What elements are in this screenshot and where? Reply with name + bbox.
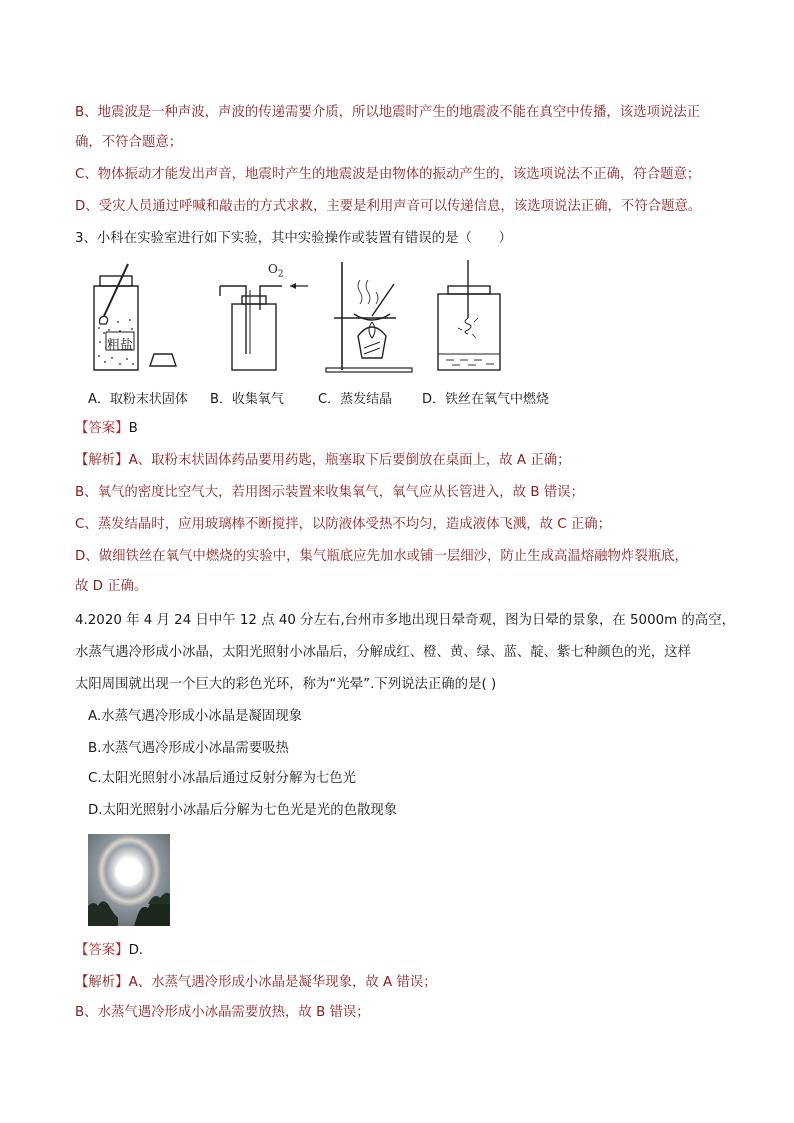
sun-halo-photo bbox=[88, 834, 170, 926]
analysis-line-c: C、物体振动才能发出声音，地震时产生的地震波是由物体的振动产生的，该选项说法不正确，符合题意； bbox=[75, 167, 701, 182]
q3-analysis-a bbox=[75, 452, 735, 470]
o2-label-text: O bbox=[268, 262, 278, 276]
analysis-line-d: D、受灾人员通过呼喊和敲击的方式求救，主要是利用声音可以传递信息，该选项说法正确，不符合题意。 bbox=[75, 199, 702, 214]
jar-label-text: 粗盐 bbox=[107, 338, 134, 353]
q4-analysis-b: B、水蒸气遇冷形成小冰晶需要放热，故 B 错误； bbox=[75, 1005, 370, 1020]
analysis-line-b-part2: 确，不符合题意； bbox=[75, 135, 183, 150]
question-4-option-b: B.水蒸气遇冷形成小冰晶需要吸热 bbox=[88, 741, 289, 756]
option-d-label: D．铁丝在氧气中燃烧 bbox=[422, 392, 550, 407]
option-b-label: B．收集氧气 bbox=[210, 392, 284, 407]
q3-analysis-d-part2: 故 D 正确。 bbox=[75, 579, 148, 594]
figure-b-gas-bottle bbox=[208, 258, 318, 378]
figure-a-powder-jar bbox=[80, 258, 190, 378]
figure-d-iron-wire-burning bbox=[428, 258, 528, 378]
option-c-label: C．蒸发结晶 bbox=[318, 392, 393, 407]
q3-analysis-c: C、蒸发结晶时，应用玻璃棒不断搅拌，以防液体受热不均匀，造成液体飞溅，故 C 正确； bbox=[75, 517, 612, 532]
o2-label-subscript: 2 bbox=[277, 269, 284, 280]
q4-analysis-label: 【解析】 bbox=[75, 975, 129, 990]
question-4-stem-line1: 4.2020 年 4 月 24 日中午 12 点 40 分左右,台州市多地出现日晕奇观，图为日晕的景象，在 5000m 的高空， bbox=[75, 613, 735, 628]
option-a-label: A．取粉末状固体 bbox=[88, 392, 188, 407]
figure-c-evaporation bbox=[320, 258, 420, 378]
question-4-stem-line2: 水蒸气遇冷形成小冰晶，太阳光照射小冰晶后，分解成红、橙、黄、绿、蓝、靛、紫七种颜色的光，这样 bbox=[75, 645, 691, 660]
q3-analysis-d-part1: D、做细铁丝在氧气中燃烧的实验中，集气瓶底应先加水或铺一层细沙，防止生成高温熔融物炸裂瓶底， bbox=[75, 549, 688, 564]
question-4-option-c: C.太阳光照射小冰晶后通过反射分解为七色光 bbox=[88, 771, 357, 786]
question-4-option-d: D.太阳光照射小冰晶后分解为七色光是光的色散现象 bbox=[88, 803, 398, 818]
q4-analysis-a bbox=[75, 974, 735, 992]
q4-answer-value: D． bbox=[128, 943, 153, 958]
question-4-stem-line3: 太阳周围就出现一个巨大的彩色光环，称为“光晕”.下列说法正确的是( ) bbox=[75, 677, 497, 692]
q3-analysis-b: B、氧气的密度比空气大，若用图示装置来收集氧气，氧气应从长管进入，故 B 错误； bbox=[75, 485, 584, 500]
question-3-stem: 3、小科在实验室进行如下实验，其中实验操作或装置有错误的是（ ） bbox=[75, 231, 513, 246]
q4-answer bbox=[75, 942, 735, 960]
analysis-line-b-part1: B、地震波是一种声波，声波的传递需要介质，所以地震时产生的地震波不能在真空中传播，该选项说法正 bbox=[75, 105, 701, 120]
q4-analysis-a-text: A、水蒸气遇冷形成小冰晶是凝华现象，故 A 错误； bbox=[128, 975, 437, 990]
question-4-option-a: A.水蒸气遇冷形成小冰晶是凝固现象 bbox=[88, 709, 303, 724]
analysis-a-text: A、取粉末状固体药品要用药匙，瓶塞取下后要倒放在桌面上，故 A 正确； bbox=[128, 453, 571, 468]
answer-value: B bbox=[128, 421, 138, 436]
analysis-label: 【解析】 bbox=[75, 453, 129, 468]
q4-answer-label: 【答案】 bbox=[75, 943, 129, 958]
o2-label bbox=[268, 262, 284, 279]
q3-answer bbox=[75, 420, 735, 438]
answer-label: 【答案】 bbox=[75, 421, 129, 436]
